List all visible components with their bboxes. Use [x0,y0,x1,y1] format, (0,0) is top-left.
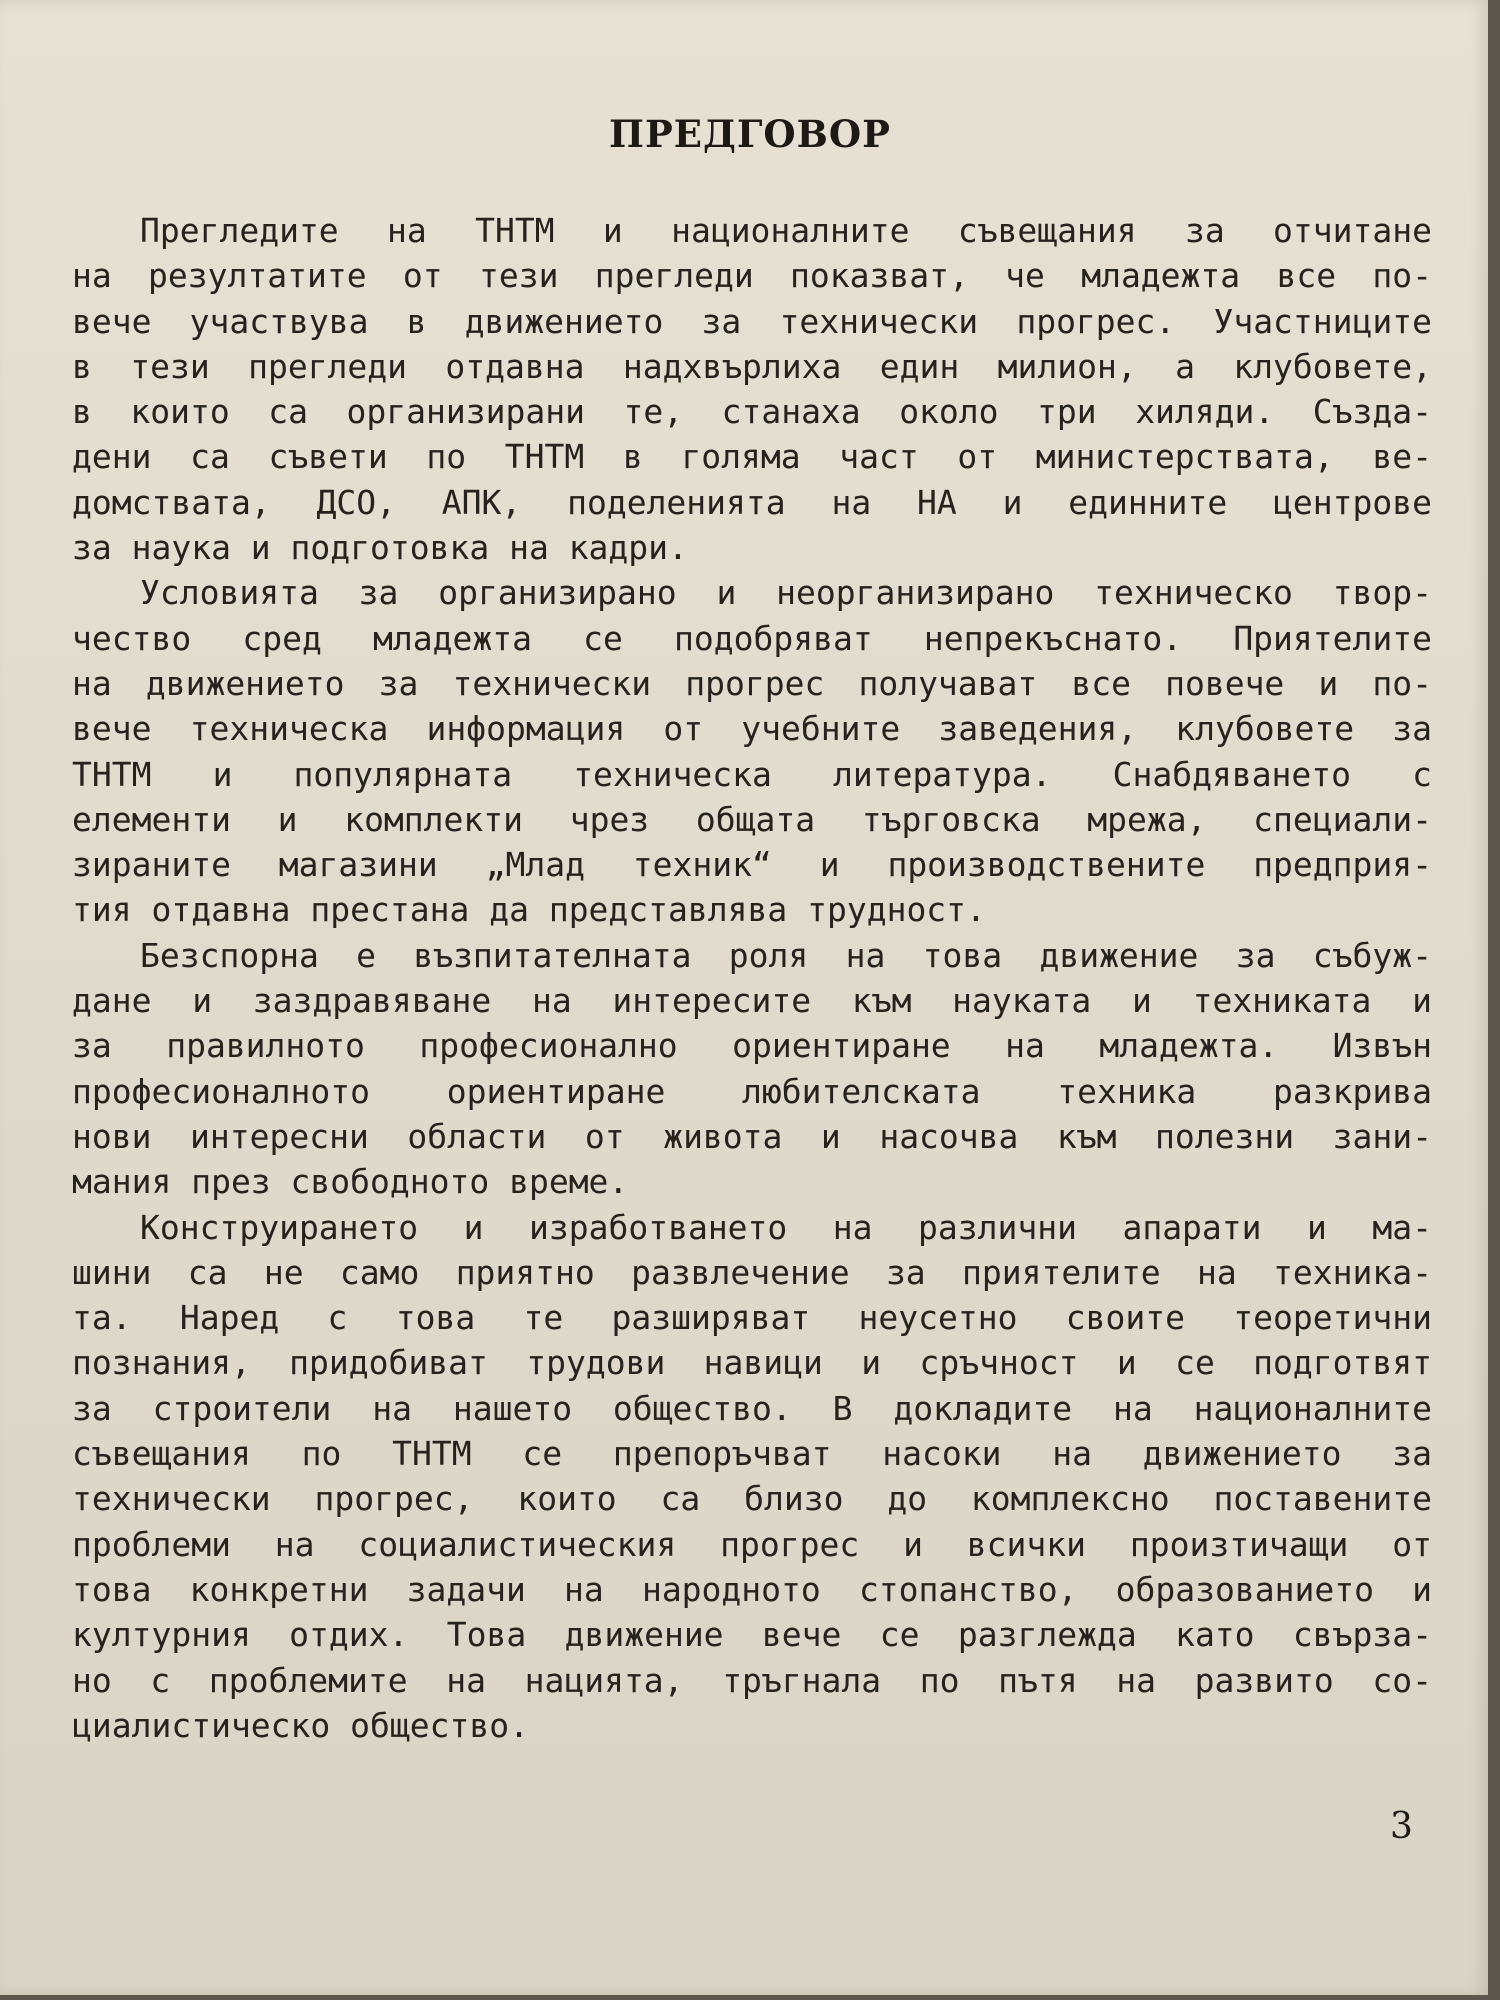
text-line: домствата, ДСО, АПК, поделенията на НА и единните центрове [72,482,1432,522]
text-line: в които са организирани те, станаха около три хиляди. Създа- [72,392,1432,432]
text-line: дени са съвети по ТНТМ в голяма част от министерствата, ве- [72,437,1432,477]
text-line: Прегледите на ТНТМ и националните съвещания за отчитане [140,211,1432,250]
text-line: циалистическо общество. [72,1705,529,1745]
text-line: Безспорна е възпитателната роля на това движение за събуж- [140,935,1432,975]
text-line: проблеми на социалистическия прогрес и всички произтичащи от [72,1524,1432,1564]
text-line: на движението за технически прогрес получават все повече и по- [72,663,1432,703]
text-line: та. Наред с това те разширяват неусетно своите теоретични [72,1298,1432,1338]
page-number: 3 [1390,1806,1413,1847]
text-line: Конструирането и изработването на различни апарати и ма- [140,1207,1432,1247]
text-line: технически прогрес, които са близо до комплексно поставените [72,1479,1432,1519]
preface-text [72,208,1432,1748]
text-line: чество сред младежта се подобряват непрекъснато. Приятелите [72,618,1432,658]
text-line: ТНТМ и популярната техническа литература. Снабдяването с [72,754,1432,794]
text-line: за строители на нашето общество. В докладите на националните [72,1388,1432,1428]
text-line: познания, придобиват трудови навици и сръчност и се подготвят [72,1343,1432,1383]
text-line: на резултатите от тези прегледи показват, че младежта все по- [72,256,1432,296]
text-line: елементи и комплекти чрез общата търговска мрежа, специали- [72,799,1432,839]
page-title: ПРЕДГОВОР [609,112,891,156]
text-line: вече техническа информация от учебните заведения, клубовете за [72,709,1432,749]
text-line: това конкретни задачи на народното стопанство, образованието и [72,1569,1432,1609]
text-line: в тези прегледи отдавна надхвърлиха един милион, а клубовете, [72,346,1432,386]
text-line: за наука и подготовка на кадри. [72,528,688,568]
text-line: вече участвува в движението за технически прогрес. Участниците [72,301,1432,341]
text-line: шини са не само приятно развлечение за приятелите на техника- [72,1252,1432,1292]
text-line: нови интересни области от живота и насочва към полезни зани- [72,1116,1432,1156]
text-line: професионалното ориентиране любителската техника разкрива [72,1071,1432,1111]
text-line: но с проблемите на нацията, тръгнала по пътя на развито со- [72,1660,1432,1700]
text-line: тия отдавна престана да представлява трудност. [72,890,986,930]
text-line: зираните магазини „Млад техник“ и производствените предприя- [72,845,1432,885]
text-line: мания през свободното време. [72,1162,629,1202]
text-line: за правилното професионално ориентиране на младежта. Извън [72,1026,1432,1066]
text-line: дане и заздравяване на интересите към науката и техниката и [72,981,1432,1021]
text-line: съвещания по ТНТМ се препоръчват насоки на движението за [72,1434,1432,1474]
text-line: културния отдих. Това движение вече се разглежда като свърза- [72,1615,1432,1655]
text-line: Условията за организирано и неорганизирано техническо твор- [140,573,1432,613]
